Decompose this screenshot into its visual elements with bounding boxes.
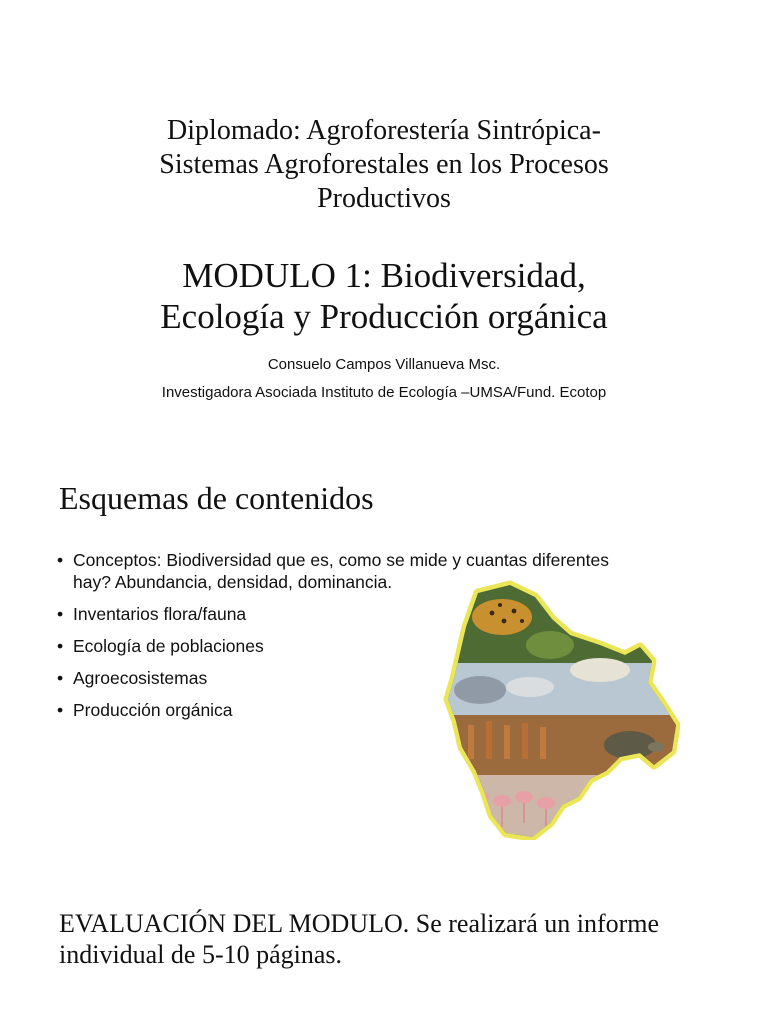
author-name: Consuelo Campos Villanueva Msc. [267, 356, 501, 373]
diplomado-title [84, 114, 684, 216]
list-item-text: Producción orgánica [73, 700, 233, 720]
diplomado-line: Sistemas Agroforestales en los Procesos [159, 149, 609, 180]
contents-heading: Esquemas de contenidos [59, 480, 374, 516]
list-item-text: hay? Abundancia, densidad, dominancia. [73, 572, 393, 592]
evaluation-text [59, 908, 719, 970]
bullet-icon: • [57, 636, 64, 656]
modulo-title [84, 255, 684, 337]
modulo-line: Ecología y Producción orgánica [160, 297, 608, 336]
bullet-icon: • [57, 604, 64, 624]
list-item-text: Inventarios flora/fauna [73, 604, 247, 624]
bullet-icon: • [57, 700, 64, 720]
list-item-text: Agroecosistemas [73, 668, 208, 688]
bullet-icon: • [57, 668, 64, 688]
evaluation-lead: EVALUACIÓN DEL MODULO. [59, 909, 410, 938]
bolivia-wildlife-map-icon [440, 575, 680, 840]
list-item-text: Ecología de poblaciones [73, 636, 264, 656]
diplomado-line: Diplomado: Agroforestería Sintrópica- [167, 115, 601, 146]
author-affiliation: Investigadora Asociada Instituto de Ecología –UMSA/Fund. Ecotop [161, 384, 607, 401]
evaluation-rest: Se realizará un informe individual de 5-10 páginas. [59, 909, 660, 969]
modulo-line: MODULO 1: Biodiversidad, [182, 256, 586, 295]
bullet-icon: • [57, 550, 64, 570]
list-item-text: Conceptos: Biodiversidad que es, como se mide y cuantas diferentes [73, 550, 609, 570]
diplomado-line: Productivos [317, 183, 451, 214]
